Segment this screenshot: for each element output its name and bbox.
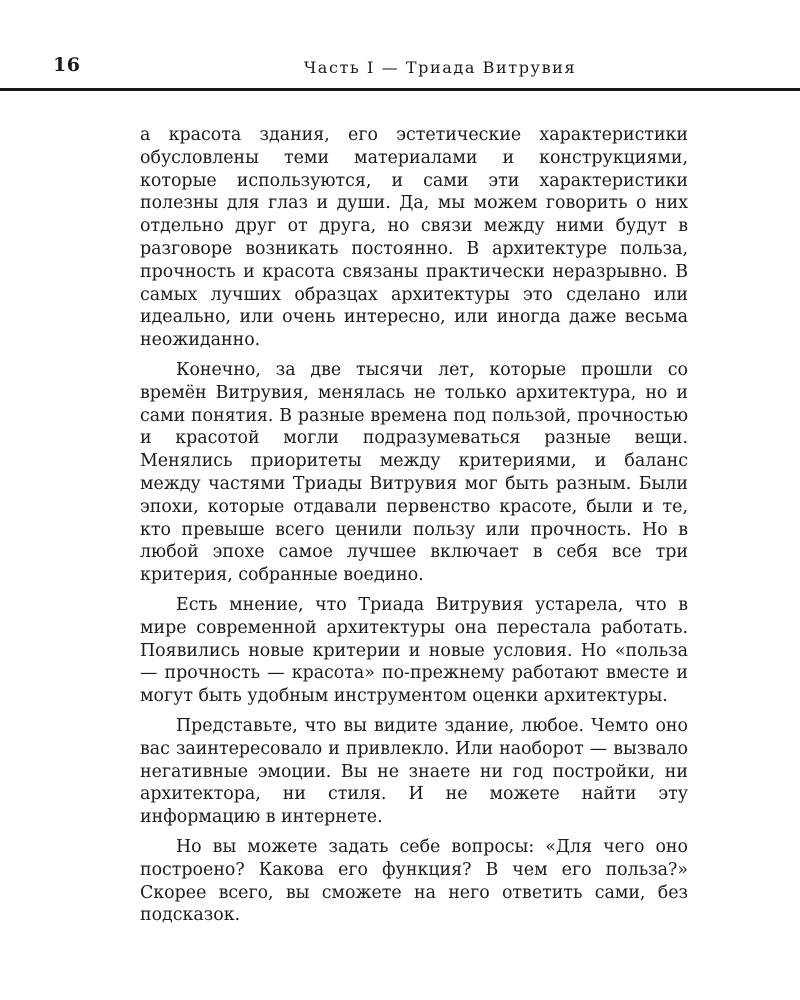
paragraph-continued: а красота здания, его эстетические характеристики обусловлены теми материалами и конструкциями, которые используются, и сами эти характеристики полезны для глаз и души. Да, мы можем говорить о них отдельно друг от друга, но связи между ними будут в разговоре возникать постоянно. В архитектуре польза, прочность и красота связаны практически неразрывно. В самых лучших образцах архитектуры это сделано или идеально, или очень интересно, или иногда даже весьма неожиданно. bbox=[140, 125, 688, 351]
paragraph: Есть мнение, что Триада Витрувия устарела, что в мире современной архитектуры она перестала работать. Появились новые критерии и новые условия. Но «польза — прочность — красота» по-прежнему работают вместе и могут быть удобным инструментом оценки архитектуры. bbox=[140, 594, 688, 707]
header-rule bbox=[0, 88, 800, 91]
page-header bbox=[0, 0, 800, 92]
running-title: Часть I — Триада Витрувия bbox=[303, 58, 577, 77]
body-text bbox=[140, 124, 688, 927]
paragraph: Представьте, что вы видите здание, любое. Чемто оно вас заинтересовало и привлекло. Или наоборот — вызвало негативные эмоции. Вы не знаете ни год постройки, ни архитектора, ни стиля. И не можете найти эту информацию в интернете. bbox=[140, 715, 688, 828]
page-number: 16 bbox=[53, 54, 81, 76]
paragraph: Конечно, за две тысячи лет, которые прошли со времён Витрувия, менялась не только архитектура, но и сами понятия. В разные времена под пользой, прочностью и красотой могли подразумеваться разные вещи. Менялись приоритеты между критериями, и баланс между частями Триады Витрувия мог быть разным. Были эпохи, которые отдавали первенство красоте, были и те, кто превыше всего ценили пользу или прочность. Но в любой эпохе самое лучшее включает в себя все три критерия, собранные воедино. bbox=[140, 359, 688, 586]
paragraph: Но вы можете задать себе вопросы: «Для чего оно построено? Какова его функция? В чем его польза?» Скорее всего, вы сможете на него ответить сами, без подсказок. bbox=[140, 836, 688, 926]
